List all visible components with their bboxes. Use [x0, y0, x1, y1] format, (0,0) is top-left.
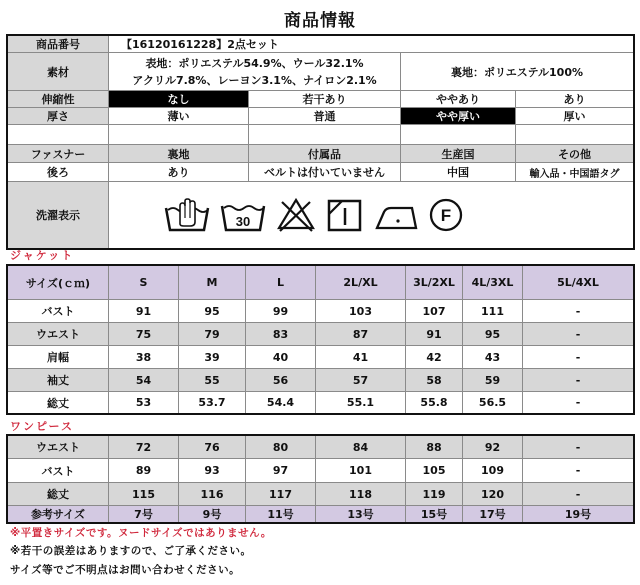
cell: 105	[406, 459, 463, 483]
dry-clean-f-icon	[428, 198, 464, 232]
thickness-option-normal: 普通	[249, 108, 401, 125]
table-row	[8, 483, 634, 506]
cell: 97	[246, 459, 316, 483]
svg-text:30: 30	[235, 214, 251, 229]
blank-cell	[8, 125, 109, 145]
size-header: L	[246, 266, 316, 300]
cell: 13号	[316, 506, 406, 523]
cell: 7号	[109, 506, 179, 523]
jacket-size-table	[7, 265, 634, 414]
stretch-label: 伸縮性	[8, 91, 109, 108]
cell: 91	[109, 300, 179, 323]
dress-size-table	[7, 435, 634, 523]
cell: 54	[109, 369, 179, 392]
material-outer-line2: アクリル7.8%、レーヨン3.1%、ナイロン2.1%	[132, 73, 377, 87]
row-label: 肩幅	[8, 346, 109, 369]
stretch-option-none: なし	[109, 91, 249, 108]
cell: 53	[109, 392, 179, 414]
cell: 55	[179, 369, 246, 392]
cell: 75	[109, 323, 179, 346]
cell: 57	[316, 369, 406, 392]
wash-30-icon	[220, 198, 266, 232]
material-outer	[109, 53, 401, 91]
care-label: 洗濯表示	[8, 182, 109, 249]
jacket-header-row	[8, 266, 634, 300]
row-label: 総丈	[8, 392, 109, 414]
reference-size-row	[8, 506, 634, 523]
size-header: 3L/2XL	[406, 266, 463, 300]
cell: 41	[316, 346, 406, 369]
note-flat-measurement: ※平置きサイズです。ヌードサイズではありません。	[10, 527, 272, 539]
jacket-section-label: ジャケット	[10, 249, 75, 262]
cell: 56.5	[463, 392, 523, 414]
material-lining: 裏地：ポリエステル100%	[401, 53, 634, 91]
thickness-label: 厚さ	[8, 108, 109, 125]
spec-header-other: その他	[516, 145, 634, 163]
thickness-option-thin: 薄い	[109, 108, 249, 125]
spec-header-accessories: 付属品	[249, 145, 401, 163]
cell: 55.8	[406, 392, 463, 414]
cell: -	[523, 346, 634, 369]
cell: 111	[463, 300, 523, 323]
cell: 99	[246, 300, 316, 323]
cell: 103	[316, 300, 406, 323]
blank-cell	[249, 125, 401, 145]
cell: 53.7	[179, 392, 246, 414]
thickness-option-somewhat-thick: やや厚い	[401, 108, 516, 125]
cell: 119	[406, 483, 463, 506]
no-bleach-icon	[276, 198, 316, 232]
spec-header-zipper: ファスナー	[8, 145, 109, 163]
cell: 43	[463, 346, 523, 369]
cell: 80	[246, 436, 316, 459]
cell: 101	[316, 459, 406, 483]
cell: 109	[463, 459, 523, 483]
cell: 55.1	[316, 392, 406, 414]
hand-wash-icon	[164, 198, 210, 232]
page-title: 商品情報	[284, 11, 356, 31]
size-header: 2L/XL	[316, 266, 406, 300]
cell: 19号	[523, 506, 634, 523]
table-row	[8, 459, 634, 483]
row-label: ウエスト	[8, 323, 109, 346]
cell: 58	[406, 369, 463, 392]
table-row	[8, 392, 634, 414]
table-row	[8, 369, 634, 392]
cell: 88	[406, 436, 463, 459]
cell: 92	[463, 436, 523, 459]
table-row	[8, 436, 634, 459]
row-label: バスト	[8, 459, 109, 483]
cell: -	[523, 369, 634, 392]
spec-value-lining: あり	[109, 163, 249, 182]
cell: -	[523, 392, 634, 414]
cell: 89	[109, 459, 179, 483]
material-label: 素材	[8, 53, 109, 91]
cell: -	[523, 300, 634, 323]
cell: 120	[463, 483, 523, 506]
cell: 84	[316, 436, 406, 459]
cell: 59	[463, 369, 523, 392]
blank-cell	[516, 125, 634, 145]
cell: 115	[109, 483, 179, 506]
stretch-option-yes: あり	[516, 91, 634, 108]
cell: 72	[109, 436, 179, 459]
blank-cell	[401, 125, 516, 145]
spec-value-accessories: ベルトは付いていません	[249, 163, 401, 182]
cell: 79	[179, 323, 246, 346]
cell: 95	[179, 300, 246, 323]
cell: 91	[406, 323, 463, 346]
cell: 117	[246, 483, 316, 506]
spec-value-zipper: 後ろ	[8, 163, 109, 182]
product-info-table	[7, 35, 634, 249]
spec-header-country: 生産国	[401, 145, 516, 163]
cell: 39	[179, 346, 246, 369]
table-row	[8, 323, 634, 346]
cell: 17号	[463, 506, 523, 523]
cell: 87	[316, 323, 406, 346]
product-number-value: 【16120161228】2点セット	[109, 36, 634, 53]
cell: 95	[463, 323, 523, 346]
row-label: 総丈	[8, 483, 109, 506]
spec-value-country: 中国	[401, 163, 516, 182]
cell: -	[523, 459, 634, 483]
cell: 76	[179, 436, 246, 459]
row-label: 参考サイズ	[8, 506, 109, 523]
cell: 11号	[246, 506, 316, 523]
cell: 116	[179, 483, 246, 506]
material-outer-line1: 表地：ポリエステル54.9%、ウール32.1%	[145, 56, 364, 70]
row-label: ウエスト	[8, 436, 109, 459]
table-row	[8, 300, 634, 323]
table-row	[8, 346, 634, 369]
cell: 83	[246, 323, 316, 346]
size-header-label: サイズ(ｃｍ)	[8, 266, 109, 300]
spec-value-other: 輸入品・中国語タグ	[516, 163, 634, 182]
cell: 9号	[179, 506, 246, 523]
blank-cell	[109, 125, 249, 145]
note-tolerance: ※若干の誤差はありますので、ご了承ください。	[10, 545, 252, 557]
svg-text:F: F	[440, 206, 452, 225]
product-number-label: 商品番号	[8, 36, 109, 53]
cell: -	[523, 323, 634, 346]
cell: 38	[109, 346, 179, 369]
row-label: バスト	[8, 300, 109, 323]
size-header: 4L/3XL	[463, 266, 523, 300]
size-header: 5L/4XL	[523, 266, 634, 300]
cell: 56	[246, 369, 316, 392]
dress-section-label: ワンピース	[10, 420, 75, 433]
iron-low-icon	[374, 198, 418, 232]
cell: -	[523, 436, 634, 459]
cell: 42	[406, 346, 463, 369]
spec-header-lining: 裏地	[109, 145, 249, 163]
cell: 107	[406, 300, 463, 323]
size-header: S	[109, 266, 179, 300]
cell: 15号	[406, 506, 463, 523]
thickness-option-thick: 厚い	[516, 108, 634, 125]
row-label: 袖丈	[8, 369, 109, 392]
cell: -	[523, 483, 634, 506]
care-icons-cell	[109, 182, 634, 249]
stretch-option-somewhat: ややあり	[401, 91, 516, 108]
line-dry-shade-icon	[326, 198, 364, 232]
size-header: M	[179, 266, 246, 300]
cell: 93	[179, 459, 246, 483]
cell: 40	[246, 346, 316, 369]
stretch-option-slight: 若干あり	[249, 91, 401, 108]
cell: 118	[316, 483, 406, 506]
cell: 54.4	[246, 392, 316, 414]
note-contact: サイズ等でご不明点はお問い合わせください。	[10, 564, 241, 576]
